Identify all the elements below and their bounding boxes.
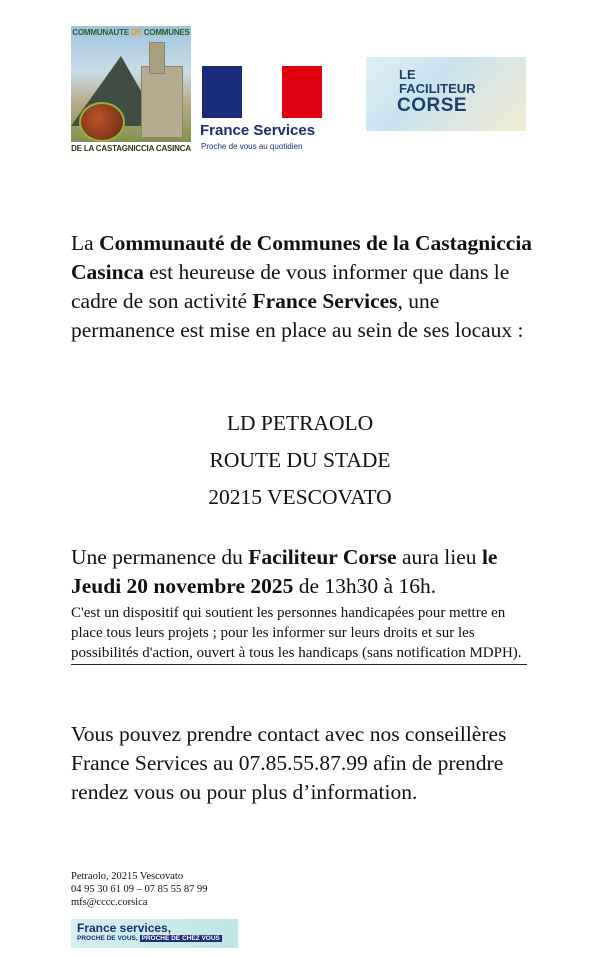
ccc-logo-bottom-text: DE LA CASTAGNICCIA CASINCA bbox=[71, 142, 191, 156]
chestnut-icon bbox=[79, 102, 125, 142]
permanence-paragraph: Une permanence du Faciliteur Corse aura lieu le Jeudi 20 novembre 2025 de 13h30 à 16h. bbox=[71, 545, 498, 598]
footer-contact bbox=[71, 870, 208, 909]
faciliteur-corse-logo bbox=[366, 57, 526, 131]
address-line-1: LD PETRAOLO bbox=[226, 411, 374, 435]
footer-email: mfs@cccc.corsica bbox=[71, 897, 148, 908]
faciliteur-logo-line3: CORSE bbox=[397, 95, 468, 116]
footer-address: Petraolo, 20215 Vescovato bbox=[71, 871, 184, 882]
marianne-flag-icon bbox=[202, 66, 322, 118]
church-shape bbox=[141, 66, 183, 138]
footer-phones: 04 95 30 61 09 – 07 85 55 87 99 bbox=[71, 884, 208, 895]
france-services-logo bbox=[200, 66, 328, 156]
permanence-detail: C'est un dispositif qui soutient les personnes handicapées pour mettre en place tous leurs projets ; pour les informer sur leurs droits et sur les possibilités d'action, ouvert à tous les handicaps (sans notification MDPH). bbox=[71, 603, 527, 665]
ccc-logo bbox=[71, 26, 191, 156]
address-block bbox=[0, 405, 600, 516]
faciliteur-logo-line1: LE bbox=[399, 67, 416, 82]
france-services-logo-tagline: Proche de vous au quotidien bbox=[201, 142, 303, 151]
intro-paragraph: La Communauté de Communes de la Castagniccia Casinca est heureuse de vous informer que dans le cadre de son activité France Services, une permanence est mise en place au sein de ses locaux : bbox=[71, 231, 533, 342]
france-services-badge bbox=[71, 919, 238, 948]
address-line-2: ROUTE DU STADE bbox=[209, 448, 391, 472]
ccc-logo-top-text: COMMUNAUTE DE COMMUNES bbox=[72, 28, 190, 37]
badge-title: France services, bbox=[77, 921, 172, 935]
contact-paragraph: Vous pouvez prendre contact avec nos conseillères France Services au 07.85.55.87.99 afin de prendre rendez vous ou pour plus d’information. bbox=[71, 722, 507, 804]
france-services-logo-name: France Services bbox=[200, 122, 316, 139]
faciliteur-logo-line2: FACILITEUR bbox=[399, 81, 476, 96]
address-line-3: 20215 VESCOVATO bbox=[208, 485, 392, 509]
badge-tagline: PROCHE DE VOUS, PROCHE DE CHEZ VOUS bbox=[77, 935, 220, 942]
church-tower-shape bbox=[149, 42, 165, 74]
